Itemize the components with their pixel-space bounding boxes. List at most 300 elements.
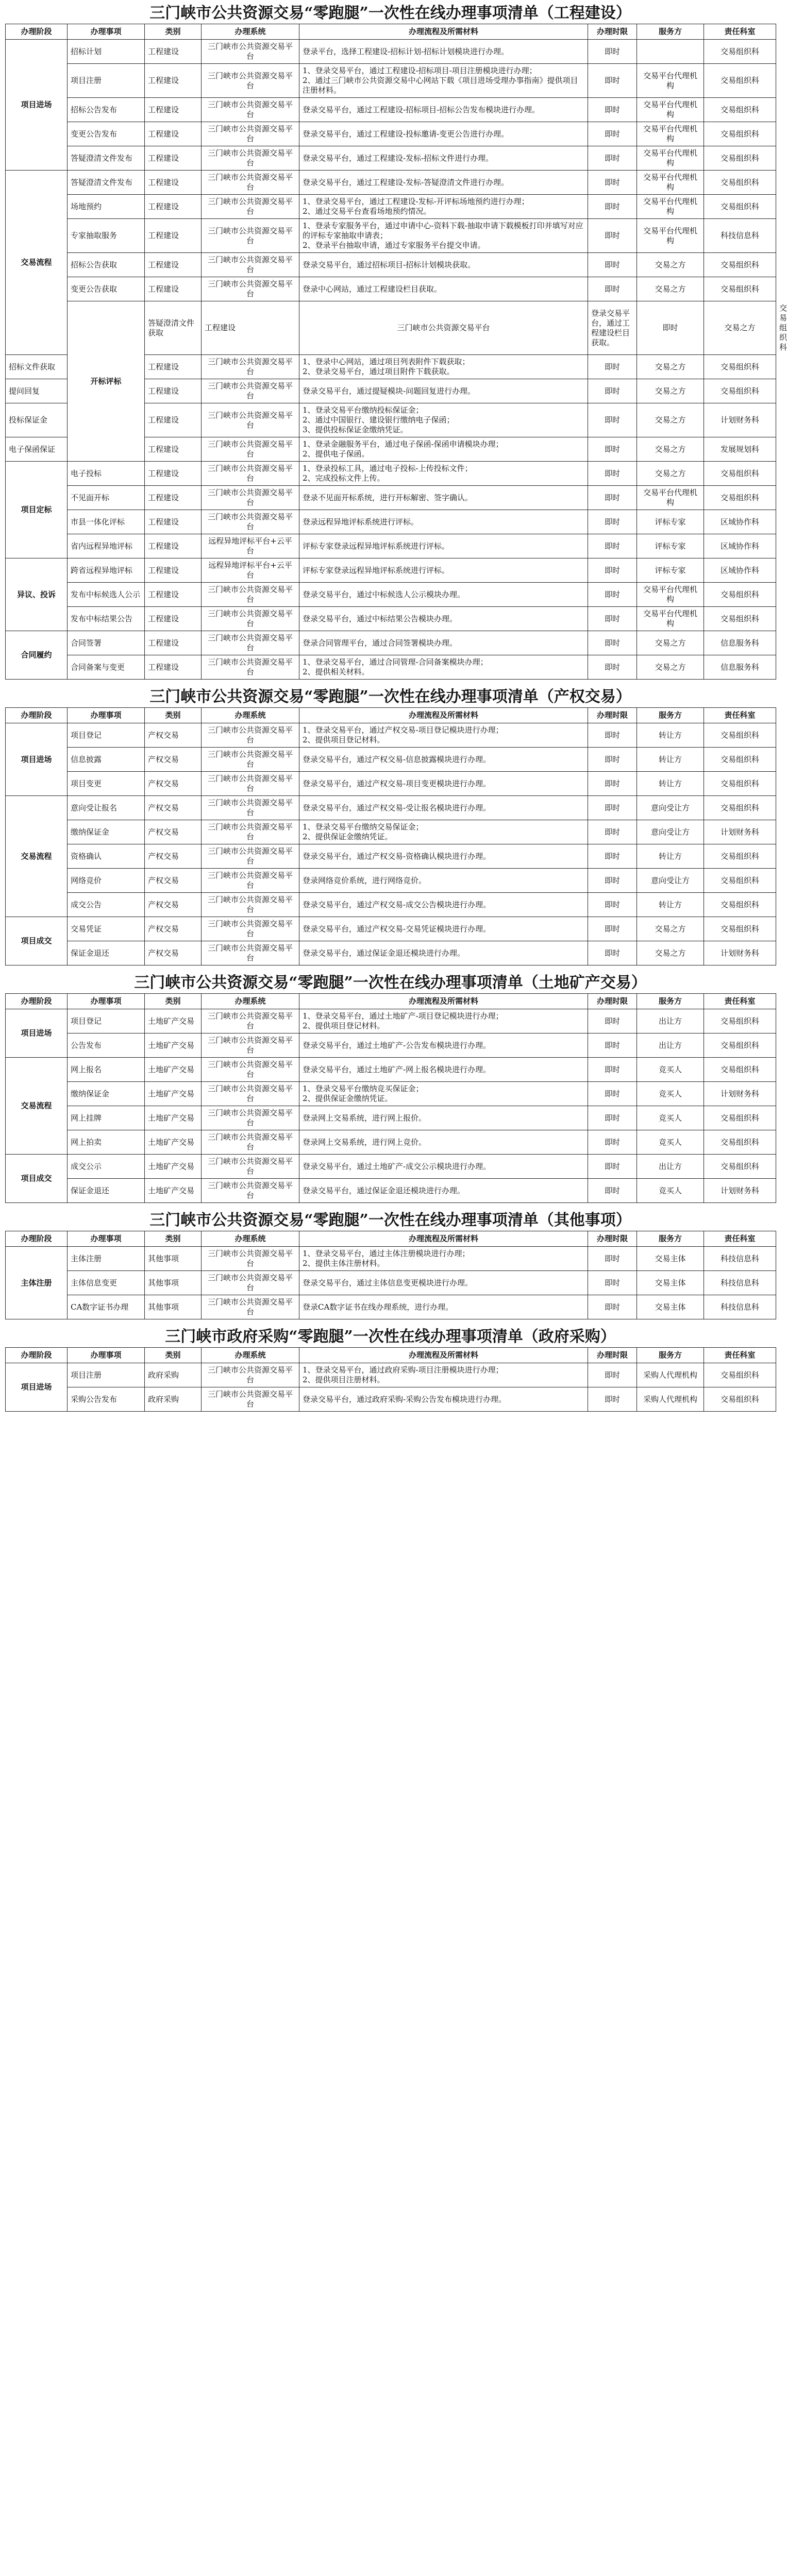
materials-line: 2、提供项目登记材料。 [303, 1021, 385, 1030]
header-row [6, 1348, 776, 1363]
time-cell: 即时 [588, 1295, 637, 1319]
materials-line: 登录交易平台，通过工程建设-招标项目-招标公告发布模块进行办理。 [303, 105, 540, 114]
party-cell: 交易之方 [637, 941, 704, 965]
table-row [6, 98, 776, 122]
materials-line: 1、登录投标工具，通过电子投标-上传投标文件； [303, 464, 473, 473]
party-cell: 交易之方 [637, 355, 704, 379]
category-cell: 土地矿产交易 [145, 1082, 202, 1106]
item-cell: 主体信息变更 [68, 1271, 145, 1295]
time-cell: 即时 [588, 917, 637, 941]
materials-cell [299, 583, 588, 607]
category-cell: 产权交易 [145, 844, 202, 869]
time-cell: 即时 [588, 583, 637, 607]
category-cell: 产权交易 [145, 796, 202, 820]
category-cell: 工程建设 [145, 253, 202, 277]
column-header: 办理事项 [68, 24, 145, 40]
party-cell: 竞买人 [637, 1082, 704, 1106]
time-cell: 即时 [588, 1082, 637, 1106]
category-cell: 工程建设 [145, 583, 202, 607]
time-cell: 即时 [588, 355, 637, 379]
time-cell: 即时 [588, 195, 637, 219]
dept-cell: 区域协作科 [704, 534, 776, 558]
materials-line: 1、登录交易平台，通过合同管理-合同备案模块办理； [303, 657, 488, 667]
category-cell: 工程建设 [145, 40, 202, 64]
stage-cell: 项目成交 [6, 1155, 68, 1203]
time-cell: 即时 [588, 748, 637, 772]
dept-cell: 交易组织科 [704, 772, 776, 796]
materials-cell [299, 796, 588, 820]
materials-line: 登录交易平台，通过工程建设栏目获取。 [591, 308, 630, 347]
category-cell: 工程建设 [145, 146, 202, 171]
party-cell: 竞买人 [637, 1106, 704, 1130]
materials-line: 登录交易平台，通过产权交易-项目变更模块进行办理。 [303, 778, 491, 788]
time-cell: 即时 [588, 437, 637, 462]
column-header: 办理流程及所需材料 [299, 24, 588, 40]
system-cell: 三门峡市公共资源交易平台 [202, 379, 299, 403]
materials-line: 1、登录交易平台，通过工程建设-招标项目-项目注册模块进行办理； [303, 66, 537, 75]
system-cell: 三门峡市公共资源交易平台 [202, 844, 299, 869]
materials-cell [299, 820, 588, 844]
system-cell: 三门峡市公共资源交易平台 [202, 171, 299, 195]
system-cell: 三门峡市公共资源交易平台 [202, 355, 299, 379]
materials-line: 2、通过三门峡市公共资源交易中心网站下载《项目进场受理办事指南》提供项目注册材料。 [303, 76, 578, 95]
items-table [5, 1231, 776, 1319]
table-row [6, 748, 776, 772]
section-title: 三门峡市公共资源交易“零跑腿”一次性在线办理事项清单（产权交易） [149, 688, 631, 706]
item-cell: 答疑澄清文件获取 [145, 301, 202, 355]
category-cell: 政府采购 [145, 1387, 202, 1412]
item-cell: 成交公告 [68, 893, 145, 917]
materials-cell [299, 748, 588, 772]
time-cell: 即时 [588, 171, 637, 195]
item-cell: 不见面开标 [68, 486, 145, 510]
time-cell: 即时 [588, 486, 637, 510]
column-header: 责任科室 [704, 24, 776, 40]
column-header: 类别 [145, 24, 202, 40]
category-cell: 土地矿产交易 [145, 1009, 202, 1033]
table-row [6, 40, 776, 64]
materials-line: 登录交易平台，通过中标候选人公示模块办理。 [303, 589, 465, 599]
item-cell: 保证金退还 [68, 1179, 145, 1203]
item-cell: 合同备案与变更 [68, 655, 145, 680]
dept-cell: 交易组织科 [704, 1058, 776, 1082]
category-cell: 工程建设 [145, 219, 202, 253]
materials-line: 登录交易平台，通过招标项目-招标计划模块获取。 [303, 260, 476, 269]
table-row [6, 253, 776, 277]
category-cell: 工程建设 [202, 301, 299, 355]
materials-line: 登录交易平台，通过政府采购-采购公告发布模块进行办理。 [303, 1394, 507, 1404]
materials-line: 1、登录专家服务平台，通过申请中心-资料下载-抽取申请下载模板打印并填写对应的评标专家抽取申请表； [303, 221, 583, 240]
column-header: 办理流程及所需材料 [299, 1348, 588, 1363]
materials-cell [299, 146, 588, 171]
materials-cell [299, 277, 588, 301]
materials-cell [299, 40, 588, 64]
materials-cell [299, 723, 588, 748]
table-row [6, 122, 776, 146]
item-cell: 电子投标 [68, 462, 145, 486]
materials-line: 登录CA数字证书在线办理系统，进行办理。 [303, 1302, 454, 1312]
item-cell: 合同签署 [68, 631, 145, 655]
item-cell: CA数字证书办理 [68, 1295, 145, 1319]
party-cell: 交易主体 [637, 1247, 704, 1271]
materials-line: 登录网上交易系统，进行网上报价。 [303, 1113, 427, 1123]
item-cell: 信息披露 [68, 748, 145, 772]
column-header: 责任科室 [704, 708, 776, 723]
header-row [6, 708, 776, 723]
materials-line: 登录交易平台，通过土地矿产-成交公示模块进行办理。 [303, 1161, 491, 1171]
table-section [5, 1327, 776, 1412]
category-cell: 工程建设 [145, 510, 202, 534]
system-cell: 三门峡市公共资源交易平台 [202, 1058, 299, 1082]
table-row [6, 869, 776, 893]
system-cell: 三门峡市公共资源交易平台 [202, 1009, 299, 1033]
table-row [6, 796, 776, 820]
party-cell: 交易之方 [637, 253, 704, 277]
stage-cell: 合同履约 [6, 631, 68, 680]
item-cell: 成交公示 [68, 1155, 145, 1179]
item-cell: 招标计划 [68, 40, 145, 64]
materials-line: 2、提供主体注册材料。 [303, 1259, 385, 1268]
dept-cell: 信息服务科 [704, 631, 776, 655]
system-cell: 三门峡市公共资源交易平台 [202, 1082, 299, 1106]
item-cell: 项目登记 [68, 723, 145, 748]
materials-line: 登录交易平台，通过产权交易-资格确认模块进行办理。 [303, 851, 491, 861]
dept-cell: 计划财务科 [704, 820, 776, 844]
items-table [5, 993, 776, 1203]
materials-line: 2、完成投标文件上传。 [303, 473, 385, 483]
system-cell: 三门峡市公共资源交易平台 [202, 1179, 299, 1203]
column-header: 办理系统 [202, 708, 299, 723]
dept-cell: 交易组织科 [704, 1387, 776, 1412]
materials-cell [299, 893, 588, 917]
materials-line: 登录不见面开标系统，进行开标解密、签字确认。 [303, 493, 473, 502]
party-cell: 交易之方 [637, 917, 704, 941]
materials-cell [299, 1271, 588, 1295]
materials-line: 登录网络竞价系统，进行网络竞价。 [303, 875, 427, 885]
time-cell: 即时 [588, 146, 637, 171]
item-cell: 采购公告发布 [68, 1387, 145, 1412]
item-cell: 变更公告获取 [68, 277, 145, 301]
system-cell: 三门峡市公共资源交易平台 [202, 277, 299, 301]
dept-cell: 交易组织科 [704, 277, 776, 301]
column-header: 责任科室 [704, 1231, 776, 1247]
system-cell: 三门峡市公共资源交易平台 [202, 655, 299, 680]
materials-line: 登录交易平台，通过保证金退还模块进行办理。 [303, 1185, 465, 1195]
materials-cell [299, 437, 588, 462]
time-cell: 即时 [588, 403, 637, 437]
category-cell: 工程建设 [145, 437, 202, 462]
time-cell: 即时 [588, 607, 637, 631]
system-cell: 三门峡市公共资源交易平台 [202, 820, 299, 844]
party-cell: 出让方 [637, 1009, 704, 1033]
dept-cell: 区域协作科 [704, 558, 776, 583]
category-cell: 产权交易 [145, 893, 202, 917]
dept-cell: 交易组织科 [704, 893, 776, 917]
category-cell: 产权交易 [145, 941, 202, 965]
party-cell: 竞买人 [637, 1130, 704, 1155]
category-cell: 政府采购 [145, 1363, 202, 1387]
time-cell: 即时 [588, 1387, 637, 1412]
category-cell: 产权交易 [145, 748, 202, 772]
materials-line: 2、提供项目登记材料。 [303, 735, 385, 744]
category-cell: 工程建设 [145, 534, 202, 558]
system-cell: 三门峡市公共资源交易平台 [202, 1295, 299, 1319]
time-cell: 即时 [588, 1155, 637, 1179]
time-cell: 即时 [588, 1033, 637, 1058]
party-cell: 交易主体 [637, 1271, 704, 1295]
materials-line: 登录交易平台，通过工程建设-发标-招标文件进行办理。 [303, 153, 494, 163]
item-cell: 场地预约 [68, 195, 145, 219]
table-row [6, 486, 776, 510]
party-cell: 交易之方 [637, 462, 704, 486]
dept-cell: 计划财务科 [704, 941, 776, 965]
materials-cell [299, 607, 588, 631]
time-cell: 即时 [588, 1247, 637, 1271]
category-cell: 工程建设 [145, 355, 202, 379]
party-cell: 交易之方 [637, 655, 704, 680]
header-row [6, 24, 776, 40]
item-cell: 投标保证金 [6, 403, 68, 437]
item-cell: 交易凭证 [68, 917, 145, 941]
party-cell: 交易平台代理机构 [637, 64, 704, 98]
column-header: 办理时限 [588, 1231, 637, 1247]
system-cell: 三门峡市公共资源交易平台 [202, 1033, 299, 1058]
column-header: 办理时限 [588, 24, 637, 40]
party-cell: 转让方 [637, 772, 704, 796]
dept-cell: 交易组织科 [704, 146, 776, 171]
materials-line: 1、登录中心网站，通过项目列表附件下载获取； [303, 357, 470, 366]
column-header: 办理流程及所需材料 [299, 708, 588, 723]
materials-cell [299, 772, 588, 796]
party-cell: 交易之方 [637, 379, 704, 403]
dept-cell: 交易组织科 [704, 462, 776, 486]
system-cell: 远程异地评标平台+云平台 [202, 558, 299, 583]
category-cell: 土地矿产交易 [145, 1033, 202, 1058]
category-cell: 工程建设 [145, 64, 202, 98]
materials-line: 1、登录交易平台缴纳投标保证金； [303, 405, 424, 415]
item-cell: 答疑澄清文件发布 [68, 171, 145, 195]
table-row [6, 917, 776, 941]
table-row [6, 1155, 776, 1179]
table-row [6, 655, 776, 680]
party-cell: 交易平台代理机构 [637, 98, 704, 122]
items-table [5, 707, 776, 965]
dept-cell: 交易组织科 [704, 583, 776, 607]
item-cell: 专家抽取服务 [68, 219, 145, 253]
item-cell: 发布中标结果公告 [68, 607, 145, 631]
materials-line: 1、登录交易平台缴纳竞买保证金； [303, 1084, 424, 1093]
materials-cell [299, 122, 588, 146]
dept-cell: 交易组织科 [704, 98, 776, 122]
materials-line: 1、登录交易平台，通过主体注册模块进行办理； [303, 1249, 470, 1258]
party-cell: 交易之方 [637, 403, 704, 437]
materials-line: 登录交易平台，通过产权交易-交易凭证模块进行办理。 [303, 924, 491, 934]
category-cell: 土地矿产交易 [145, 1179, 202, 1203]
time-cell: 即时 [588, 1130, 637, 1155]
materials-line: 登录交易平台，通过产权交易-成交公告模块进行办理。 [303, 900, 491, 909]
materials-line: 登录交易平台，通过土地矿产-公告发布模块进行办理。 [303, 1040, 491, 1050]
section-title: 三门峡市公共资源交易“零跑腿”一次性在线办理事项清单（工程建设） [149, 4, 631, 22]
dept-cell: 交易组织科 [704, 1363, 776, 1387]
materials-line: 3、提供投标保证金缴纳凭证。 [303, 425, 408, 434]
table-row [6, 277, 776, 301]
materials-cell [299, 64, 588, 98]
table-row [6, 462, 776, 486]
system-cell: 远程异地评标平台+云平台 [202, 534, 299, 558]
system-cell: 三门峡市公共资源交易平台 [202, 122, 299, 146]
stage-cell: 交易流程 [6, 171, 68, 355]
system-cell: 三门峡市公共资源交易平台 [202, 1363, 299, 1387]
dept-cell: 信息服务科 [704, 655, 776, 680]
party-cell: 交易平台代理机构 [637, 583, 704, 607]
system-cell: 三门峡市公共资源交易平台 [202, 486, 299, 510]
dept-cell: 交易组织科 [704, 748, 776, 772]
category-cell: 产权交易 [145, 820, 202, 844]
dept-cell: 交易组织科 [704, 355, 776, 379]
category-cell: 土地矿产交易 [145, 1155, 202, 1179]
category-cell: 工程建设 [145, 122, 202, 146]
dept-cell: 交易组织科 [704, 1155, 776, 1179]
header-row [6, 994, 776, 1009]
dept-cell: 计划财务科 [704, 1082, 776, 1106]
dept-cell: 交易组织科 [704, 869, 776, 893]
category-cell: 工程建设 [145, 98, 202, 122]
materials-line: 2、登录平台抽取申请，通过专家服务平台提交申请。 [303, 241, 485, 250]
column-header: 办理事项 [68, 1348, 145, 1363]
system-cell: 三门峡市公共资源交易平台 [202, 437, 299, 462]
column-header: 办理时限 [588, 1348, 637, 1363]
time-cell: 即时 [588, 820, 637, 844]
table-row [6, 941, 776, 965]
table-row [6, 1387, 776, 1412]
table-row [6, 893, 776, 917]
party-cell: 竞买人 [637, 1179, 704, 1203]
materials-cell [299, 195, 588, 219]
table-row [6, 820, 776, 844]
table-row [6, 1082, 776, 1106]
materials-cell [299, 253, 588, 277]
stage-cell: 交易流程 [6, 796, 68, 917]
party-cell: 评标专家 [637, 534, 704, 558]
category-cell: 产权交易 [145, 917, 202, 941]
stage-cell: 项目进场 [6, 1009, 68, 1058]
materials-cell [299, 1179, 588, 1203]
table-section [5, 973, 776, 1203]
system-cell: 三门峡市公共资源交易平台 [202, 462, 299, 486]
materials-line: 2、登录交易平台，通过项目附件下载获取。 [303, 367, 455, 376]
column-header: 办理阶段 [6, 708, 68, 723]
column-header: 办理事项 [68, 708, 145, 723]
category-cell: 土地矿产交易 [145, 1058, 202, 1082]
dept-cell: 区域协作科 [704, 510, 776, 534]
table-row [6, 1179, 776, 1203]
system-cell: 三门峡市公共资源交易平台 [202, 403, 299, 437]
header-row [6, 1231, 776, 1247]
system-cell: 三门峡市公共资源交易平台 [202, 772, 299, 796]
party-cell: 意向受让方 [637, 796, 704, 820]
materials-line: 1、登录交易平台，通过土地矿产-项目登记模块进行办理； [303, 1011, 504, 1021]
dept-cell: 交易组织科 [704, 1009, 776, 1033]
table-row [6, 631, 776, 655]
time-cell: 即时 [588, 796, 637, 820]
table-row [6, 607, 776, 631]
system-cell: 三门峡市公共资源交易平台 [202, 583, 299, 607]
materials-cell [299, 219, 588, 253]
party-cell: 采购人代理机构 [637, 1387, 704, 1412]
time-cell: 即时 [588, 941, 637, 965]
category-cell: 其他事项 [145, 1247, 202, 1271]
stage-cell: 项目定标 [6, 462, 68, 558]
materials-line: 2、通过中国银行、建设银行缴纳电子保函； [303, 415, 455, 425]
materials-line: 1、登录交易平台，通过工程建设-发标-开评标场地预约进行办理； [303, 197, 529, 206]
materials-cell [299, 1247, 588, 1271]
item-cell: 答疑澄清文件发布 [68, 146, 145, 171]
materials-cell [299, 1387, 588, 1412]
party-cell: 交易之方 [637, 277, 704, 301]
item-cell: 招标文件获取 [6, 355, 68, 379]
party-cell: 交易之方 [637, 631, 704, 655]
materials-cell [299, 1033, 588, 1058]
materials-line: 登录网上交易系统，进行网上竞价。 [303, 1137, 427, 1147]
category-cell: 工程建设 [145, 558, 202, 583]
column-header: 责任科室 [704, 994, 776, 1009]
time-cell: 即时 [588, 1271, 637, 1295]
category-cell: 其他事项 [145, 1295, 202, 1319]
materials-line: 登录交易平台，通过主体信息变更模块进行办理。 [303, 1278, 473, 1287]
table-row [6, 510, 776, 534]
time-cell: 即时 [588, 462, 637, 486]
category-cell: 工程建设 [145, 379, 202, 403]
time-cell: 即时 [588, 510, 637, 534]
category-cell: 其他事项 [145, 1271, 202, 1295]
materials-line: 登录合同管理平台，通过合同签署模块办理。 [303, 638, 458, 648]
column-header: 办理事项 [68, 1231, 145, 1247]
materials-line: 评标专家登录远程异地评标系统进行评标。 [303, 541, 450, 551]
materials-cell [299, 917, 588, 941]
stage-cell: 交易流程 [6, 1058, 68, 1155]
category-cell: 工程建设 [145, 631, 202, 655]
system-cell: 三门峡市公共资源交易平台 [202, 723, 299, 748]
materials-cell [299, 1106, 588, 1130]
materials-line: 登录中心网站，通过工程建设栏目获取。 [303, 284, 442, 294]
column-header: 类别 [145, 1231, 202, 1247]
category-cell: 工程建设 [145, 655, 202, 680]
column-header: 办理流程及所需材料 [299, 994, 588, 1009]
dept-cell: 交易组织科 [704, 171, 776, 195]
table-row [6, 558, 776, 583]
time-cell: 即时 [588, 558, 637, 583]
dept-cell: 交易组织科 [704, 40, 776, 64]
system-cell: 三门峡市公共资源交易平台 [202, 631, 299, 655]
category-cell: 工程建设 [145, 277, 202, 301]
time-cell: 即时 [588, 379, 637, 403]
column-header: 服务方 [637, 24, 704, 40]
time-cell: 即时 [588, 723, 637, 748]
table-row [6, 1106, 776, 1130]
materials-line: 2、通过交易平台查看场地预约情况。 [303, 207, 431, 216]
dept-cell: 交易组织科 [704, 195, 776, 219]
materials-cell [299, 1363, 588, 1387]
table-row [6, 1295, 776, 1319]
materials-cell [299, 558, 588, 583]
item-cell: 变更公告发布 [68, 122, 145, 146]
dept-cell: 交易组织科 [704, 379, 776, 403]
materials-line: 评标专家登录远程异地评标系统进行评标。 [303, 565, 450, 575]
materials-cell [299, 655, 588, 680]
item-cell: 网上拍卖 [68, 1130, 145, 1155]
column-header: 办理时限 [588, 708, 637, 723]
item-cell: 项目登记 [68, 1009, 145, 1033]
